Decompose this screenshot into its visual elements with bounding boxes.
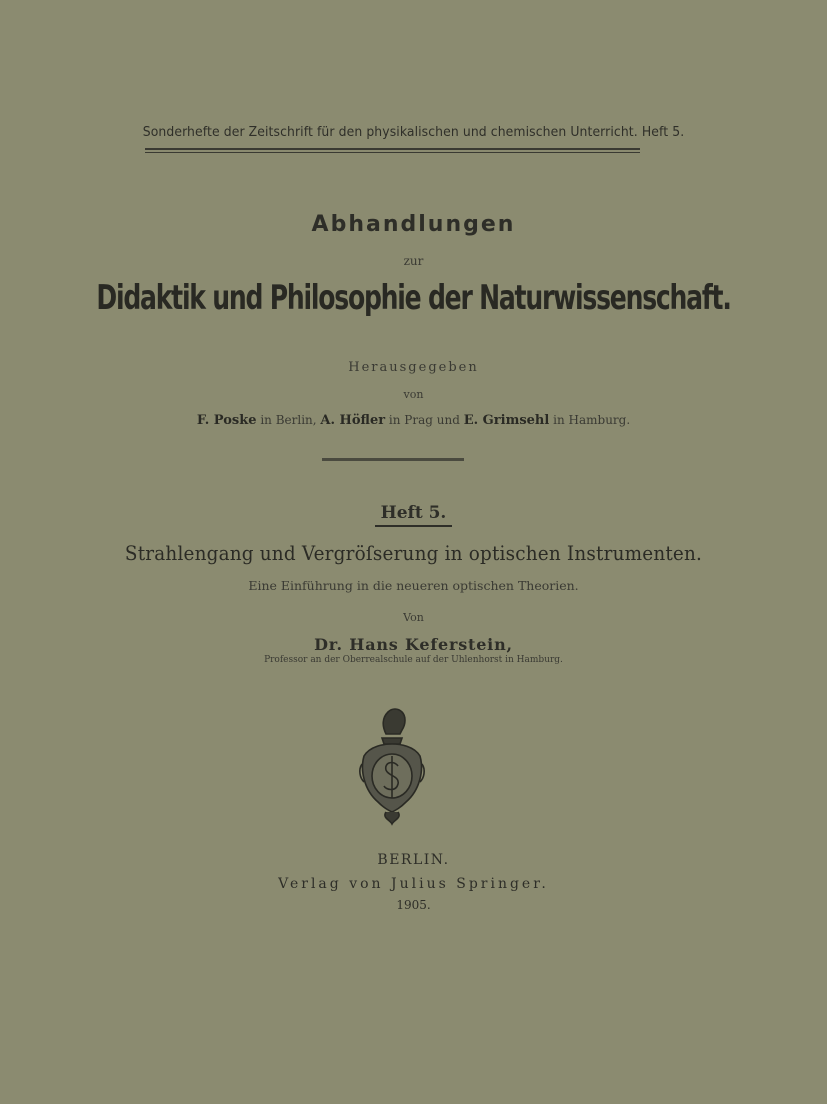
publisher: Verlag von Julius Springer. [278, 876, 549, 892]
heft-label: Heft 5. [375, 503, 453, 527]
zur-text: zur [403, 254, 424, 268]
von-text: von [403, 388, 424, 401]
herausgegeben-text: Herausgegeben [348, 360, 479, 375]
editor-name: F. Poske [196, 413, 257, 428]
publication-year: 1905. [396, 898, 431, 912]
issue-subtitle: Eine Einführung in die neueren optischen Theorien. [248, 578, 579, 593]
main-title: Didaktik und Philosophie der Naturwissenschaft. [96, 278, 731, 318]
von-author-text: Von [403, 611, 424, 624]
editors-line [0, 413, 827, 428]
author-affiliation: Professor an der Oberrealschule auf der Uhlenhorst in Hamburg. [264, 655, 563, 665]
series-header: Sonderhefte der Zeitschrift für den physikalischen und chemischen Unterricht. Heft 5. [142, 124, 685, 140]
editor-place: in Prag und [388, 413, 460, 427]
heft-number [0, 503, 827, 527]
abhandlungen-heading: Abhandlungen [311, 212, 516, 237]
editor-name: E. Grimsehl [463, 413, 550, 428]
issue-title: Strahlengang und Vergröſserung in optischen Instrumenten. [124, 541, 703, 565]
publication-city: BERLIN. [377, 852, 450, 868]
thick-rule [322, 458, 464, 461]
editor-name: A. Höfler [320, 413, 386, 428]
editor-place: in Hamburg. [553, 413, 631, 427]
editor-place: in Berlin, [260, 413, 317, 427]
author-name: Dr. Hans Keferstein, [314, 635, 513, 654]
double-rule [145, 148, 640, 153]
springer-horse-logo [356, 704, 428, 826]
